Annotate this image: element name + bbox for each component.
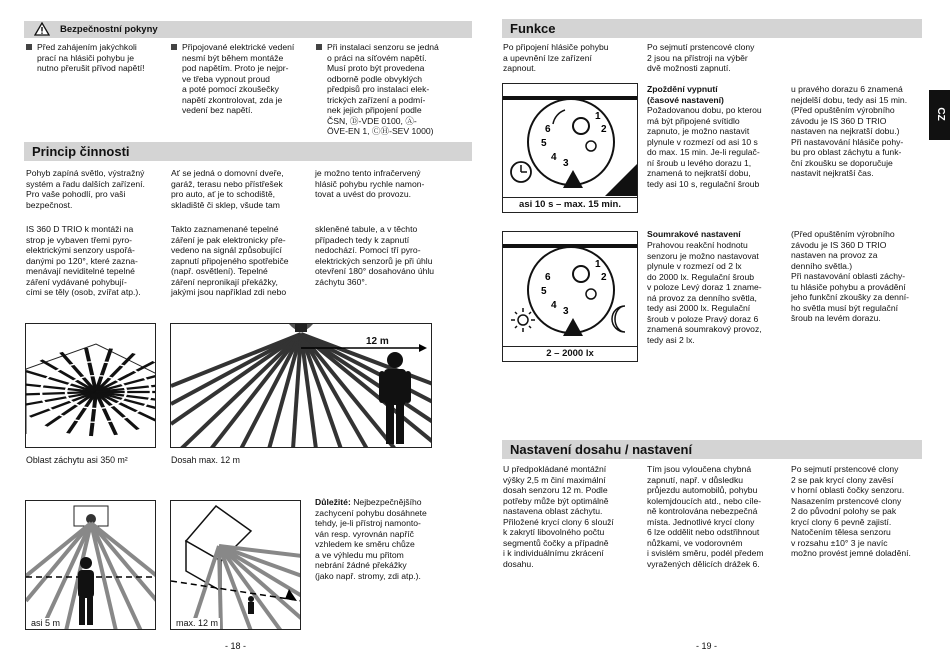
page-number-left: - 18 -: [225, 641, 247, 651]
twilight-title: Soumrakové nastavení: [647, 229, 741, 239]
function-title: Funkce: [510, 21, 556, 36]
twilight-dial-figure: [502, 231, 638, 362]
svg-text:2: 2: [601, 124, 607, 135]
range-5m-figure: [25, 500, 156, 630]
range-label: 12 m: [366, 336, 389, 347]
twilight-dial-caption: 2 – 2000 lx: [503, 346, 637, 361]
time-dial-caption: asi 10 s – max. 15 min.: [503, 197, 637, 212]
svg-text:5: 5: [541, 138, 547, 149]
svg-text:3: 3: [563, 306, 569, 317]
safety-col-3: Při instalaci senzoru se jedná o práci na síťovém napětí. Musí proto být provedena odborně podle obvyklých předpisů pro instalaci elek- trických zařízení a podmí- nek jejich připojení podle ČSN, Ⓓ-VDE 0100, Ⓐ- ÖVE-EN 1, ⒸⒽ-SEV 1000): [327, 42, 439, 136]
range-illustration: [171, 324, 432, 448]
detection-area-caption: Oblast záchytu asi 350 m²: [26, 455, 128, 465]
delay-text-cont: u pravého dorazu 6 znamená nejdelší dobu, tedy asi 15 min. (Před opuštěním výrobního závodu je IS 360 D TRIO nastaven na nejkratší dobu.) Při nastavování hlásiče pohy- bu pro oblast záchytu a funk- ční zkoušku se doporučuje nastavit nejkratší čas.: [791, 84, 908, 178]
range-12m-label: max. 12 m: [176, 618, 219, 628]
range-setting-col-1: U předpokládané montážní výšky 2,5 m činí maximální dosah senzoru 12 m. Podle potřeby může být optimálně nastavena oblast záchytu. Přiložené krycí clony 6 slouží k zakrytí libovolného počtu segmentů čočky a případně i k individuálnímu zkrácení dosahu.: [503, 464, 614, 569]
safety-title: Bezpečnostní pokyny: [60, 24, 158, 35]
svg-text:6: 6: [545, 124, 551, 135]
important-note: [315, 497, 465, 581]
svg-text:4: 4: [551, 300, 557, 311]
range-12m-illustration: [171, 501, 301, 630]
language-tab: [929, 90, 950, 140]
time-dial-figure: [502, 83, 638, 213]
bullet: [316, 44, 322, 50]
svg-text:3: 3: [563, 158, 569, 169]
principle-p1-col-3: je možno tento infračervený hlásič pohybu rychle namon- tovat a uvést do provozu.: [315, 168, 425, 199]
svg-text:2: 2: [601, 272, 607, 283]
range-setting-col-2: Tím jsou vyloučena chybná zapnutí, např. v důsledku průjezdu automobilů, pohybu kolemjdoucích atd., nebo cíle- ně kontrolována nebezpečná místa. Jednotlivé krycí clony 6 lze oddělit nebo odstřihnout nůžkami, ve vodorovném i svislém směru, podél předem vyražených dělicích drážek 6.: [647, 464, 764, 569]
principle-p2-col-2: Takto zaznamenané tepelné záření je pak elektronicky pře- vedeno na signál způsobující zapnutí připojeného spotřebiče (např. osvětlení). Tepelné záření nepronikají překážky, jakými jsou například zdi nebo: [171, 224, 289, 297]
detection-area-illustration: [26, 324, 156, 448]
safety-col-1: Před zahájením jakýchkoli prací na hlásiči pohybu je nutno přerušit přívod napětí!: [37, 42, 145, 73]
principle-title: Princip činnosti: [32, 144, 130, 159]
svg-text:6: 6: [545, 272, 551, 283]
twilight-text: Prahovou reakční hodnotu senzoru je možno nastavovat plynule v rozmezí od 2 lx do 2000 lx. Regulační šroub v poloze Levý doraz 1 zname- ná provoz za denního světla, tedy asi 2000 lx. Regulační šroub v poloze Pravý doraz 6 znamená soumrakový provoz, tedy asi 2 lx.: [647, 240, 762, 345]
range-5m-label: asi 5 m: [31, 618, 61, 628]
range-figure: [170, 323, 432, 448]
principle-p1-col-2: Ať se jedná o domovní dveře, garáž, terasu nebo přístřešek pro auto, ať je to schodiště, skladiště či sklep, všude tam: [171, 168, 284, 210]
svg-text:4: 4: [551, 152, 557, 163]
bullet: [171, 44, 177, 50]
delay-text: Požadovanou dobu, po kterou má být připojené svítidlo zapnuto, je možno nastavit plynule v rozmezí od asi 10 s do max. 15 min. Je-li regulač- ní šroub u levého dorazu 1, znamená to nejkratší dobu, tedy asi 10 s, regulační šroub: [647, 105, 762, 189]
principle-p1-col-1: Pohyb zapíná světlo, výstražný systém a řadu dalších zařízení. Pro vaše pohodlí, pro vaši bezpečnost.: [26, 168, 145, 210]
important-label: Důležité:: [315, 497, 351, 507]
language-tab-label: CZ: [934, 107, 946, 121]
twilight-text-cont: (Před opuštěním výrobního závodu je IS 360 D TRIO nastaven na provoz za denního světla.) Při nastavování oblasti záchy- tu hlásiče pohybu a provádění jeho funkční zkoušky za denní- ho světla musí být regulační šroub na levém dorazu.: [791, 229, 909, 323]
principle-header: [24, 142, 472, 161]
range-12m-figure: [170, 500, 301, 630]
safety-header: [24, 21, 472, 38]
svg-text:1: 1: [595, 111, 601, 122]
principle-p2-col-3: skleněné tabule, a v těchto případech tedy k zapnutí nedochází. Pomocí tří pyro- elektrických senzorů je při úhlu otevření 180° dosahováno úhlu záchytu 360°.: [315, 224, 435, 287]
function-intro-col-1: Po připojení hlásiče pohybu a upevnění lze zařízení zapnout.: [503, 42, 609, 73]
important-text: Nejbezpečnějšího zachycení pohybu dosáhnete tehdy, je-li přístroj namonto- ván resp. vyrovnán napříč vzhledem ke směru chůze a ve výhledu mu přitom nebrání žádné překážky (jako např. stromy, zdi atp.).: [315, 497, 427, 581]
range-setting-header: [502, 440, 922, 459]
bullet: [26, 44, 32, 50]
range-5m-illustration: [26, 501, 156, 630]
function-intro-col-2: Po sejmutí prstencové clony 2 jsou na přístroji na výběr dvě možnosti zapnutí.: [647, 42, 755, 73]
page-number-right: - 19 -: [696, 641, 718, 651]
warning-icon: [34, 22, 50, 36]
detection-area-figure: [25, 323, 156, 448]
twilight-dial-illustration: [503, 232, 638, 348]
svg-text:1: 1: [595, 259, 601, 270]
range-setting-title: Nastavení dosahu / nastavení: [510, 442, 693, 457]
delay-title: Zpoždění vypnutí (časové nastavení): [647, 84, 724, 105]
range-setting-col-3: Po sejmutí prstencové clony 2 se pak krycí clony zavěsí v horní oblasti čočky senzoru. Nasazením prstencové clony 2 do původní polohy se pak krycí clony 6 pevně zajistí. Natočením tělesa senzoru v rozsahu ±10° 3 je navíc možno provést jemné doladění.: [791, 464, 911, 558]
function-header: [502, 19, 922, 38]
svg-text:5: 5: [541, 286, 547, 297]
range-caption: Dosah max. 12 m: [171, 455, 240, 465]
time-dial-illustration: [503, 84, 638, 199]
safety-col-2: Připojované elektrické vedení nesmí být během montáže pod napětím. Proto je nejpr- ve třeba vypnout proud a poté pomocí zkoušečky napětí zkontrolovat, zda je vedení bez napětí.: [182, 42, 295, 115]
principle-p2-col-1: IS 360 D TRIO k montáži na strop je vybaven třemi pyro- elektrickými senzory uspořá- danými po 120°, které zazna- menávají neviditelné tepelné záření vydávané pohybují- cími se těly (osob, zvířat atp.).: [26, 224, 141, 297]
